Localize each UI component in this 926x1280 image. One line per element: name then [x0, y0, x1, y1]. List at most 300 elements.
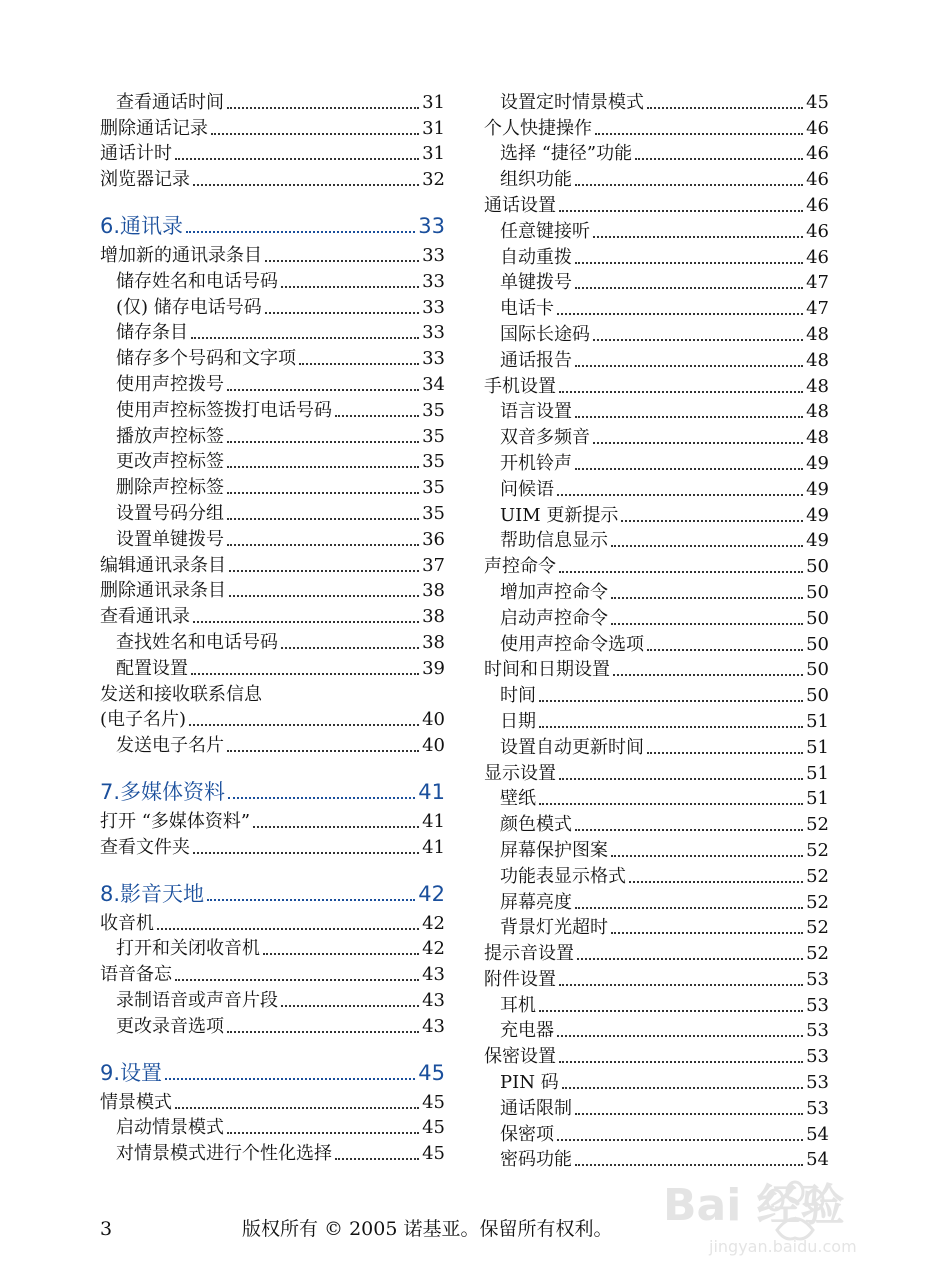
toc-page-number: 43 [422, 989, 445, 1011]
toc-page-number: 34 [422, 373, 445, 395]
dot-leader [611, 931, 803, 934]
dot-leader [575, 364, 803, 367]
toc-entry-title: 储存条目 [116, 322, 188, 344]
toc-subentry[interactable] [484, 527, 829, 553]
toc-entry-title: 背景灯光超时 [500, 917, 608, 939]
toc-page-number: 31 [422, 91, 445, 113]
toc-page-number: 45 [418, 1060, 445, 1085]
dot-leader [575, 1112, 803, 1115]
toc-entry-title: 保密项 [500, 1123, 554, 1145]
toc-entry-title: 删除通讯录条目 [100, 580, 226, 602]
toc-page-number: 33 [418, 214, 445, 239]
toc-entry-title: 使用声控标签拨打电话号码 [116, 399, 332, 421]
dot-leader [191, 672, 419, 675]
toc-entry-title: 配置设置 [116, 657, 188, 679]
dot-leader [299, 362, 419, 365]
dot-leader [265, 311, 419, 314]
toc-entry-title: 屏幕亮度 [500, 891, 572, 913]
toc-entry-title: 发送电子名片 [116, 735, 224, 757]
toc-entry[interactable] [100, 706, 445, 732]
toc-entry-title: 查找姓名和电话号码 [116, 631, 278, 653]
toc-page-number: 52 [806, 839, 829, 861]
toc-page-number: 50 [806, 685, 829, 707]
dot-leader [227, 1030, 419, 1033]
toc-entry[interactable] [484, 114, 829, 140]
toc-entry-title: 储存姓名和电话号码 [116, 270, 278, 292]
toc-entry[interactable] [100, 807, 445, 833]
toc-subentry[interactable] [484, 888, 829, 914]
dot-leader [647, 648, 803, 651]
toc-entry[interactable] [100, 680, 445, 706]
toc-left-column [100, 88, 445, 1165]
dot-leader [575, 906, 803, 909]
dot-leader [229, 569, 419, 572]
dot-leader [175, 1106, 419, 1109]
toc-chapter-heading[interactable] [100, 763, 445, 805]
dot-leader [157, 927, 419, 930]
toc-page-number: 35 [422, 502, 445, 524]
toc-page-number: 48 [806, 375, 829, 397]
toc-entry-title: 更改录音选项 [116, 1015, 224, 1037]
toc-entry-title: 电话卡 [500, 298, 554, 320]
toc-entry[interactable] [100, 909, 445, 935]
toc-entry-title: 耳机 [500, 994, 536, 1016]
toc-entry-title: 显示设置 [484, 762, 556, 784]
dot-leader [227, 749, 419, 752]
toc-entry-title: 国际长途码 [500, 323, 590, 345]
toc-page-number: 46 [806, 169, 829, 191]
dot-leader [165, 1077, 415, 1080]
toc-page-number: 51 [806, 736, 829, 758]
toc-subentry[interactable] [100, 319, 445, 345]
toc-page-number: 43 [422, 964, 445, 986]
dot-leader [629, 880, 803, 883]
toc-entry-title: 保密设置 [484, 1046, 556, 1068]
toc-entry[interactable] [484, 552, 829, 578]
toc-page-number: 49 [806, 478, 829, 500]
toc-page-number: 46 [806, 117, 829, 139]
toc-entry-title: 发送和接收联系信息 [100, 683, 262, 705]
toc-entry-title: 使用声控拨号 [116, 373, 224, 395]
dot-leader [263, 952, 419, 955]
toc-page-number: 46 [806, 220, 829, 242]
toc-subentry[interactable] [484, 449, 829, 475]
toc-entry-title: 9.设置 [100, 1060, 163, 1085]
toc-entry-title: 开机铃声 [500, 452, 572, 474]
toc-entry-title: 颜色模式 [500, 814, 572, 836]
toc-subentry[interactable] [484, 733, 829, 759]
dot-leader [559, 570, 803, 573]
toc-entry[interactable] [484, 759, 829, 785]
dot-leader [227, 106, 419, 109]
toc-subentry[interactable] [100, 986, 445, 1012]
toc-subentry[interactable] [484, 1120, 829, 1146]
toc-subentry[interactable] [100, 448, 445, 474]
toc-entry-title: 增加新的通讯录条目 [100, 244, 262, 266]
toc-page-number: 53 [806, 968, 829, 990]
toc-entry-title: 附件设置 [484, 968, 556, 990]
toc-subentry[interactable] [100, 499, 445, 525]
toc-entry-title: 设置单键拨号 [116, 528, 224, 550]
dot-leader [193, 851, 419, 854]
dot-leader [227, 517, 419, 520]
dot-leader [335, 1157, 419, 1160]
toc-page-number: 41 [418, 780, 445, 805]
toc-page-number: 33 [422, 296, 445, 318]
toc-entry-title: 组织功能 [500, 169, 572, 191]
toc-page-number: 48 [806, 427, 829, 449]
toc-subentry[interactable] [484, 1094, 829, 1120]
toc-entry-title: 8.影音天地 [100, 881, 205, 906]
toc-page-number: 32 [422, 169, 445, 191]
toc-entry-title: 浏览器记录 [100, 169, 190, 191]
toc-page-number: 48 [806, 349, 829, 371]
toc-entry-title: 通话报告 [500, 349, 572, 371]
toc-page-number: 35 [422, 399, 445, 421]
dot-leader [575, 286, 803, 289]
dot-leader [207, 898, 415, 901]
toc-subentry[interactable] [100, 1139, 445, 1165]
toc-page-number: 52 [806, 865, 829, 887]
dot-leader [577, 957, 803, 960]
dot-leader [193, 620, 419, 623]
toc-subentry[interactable] [100, 422, 445, 448]
toc-entry[interactable] [100, 551, 445, 577]
toc-entry[interactable] [484, 965, 829, 991]
toc-page-number: 40 [422, 735, 445, 757]
dot-leader [575, 183, 803, 186]
toc-entry-title: 启动声控命令 [500, 607, 608, 629]
toc-entry[interactable] [100, 602, 445, 628]
toc-page-number: 53 [806, 994, 829, 1016]
dot-leader [557, 493, 803, 496]
dot-leader [647, 751, 803, 754]
toc-entry-title: 手机设置 [484, 375, 556, 397]
dot-leader [539, 725, 803, 728]
toc-page-number: 53 [806, 1072, 829, 1094]
toc-subentry[interactable] [484, 88, 829, 114]
toc-page-number: 53 [806, 1020, 829, 1042]
toc-entry-title: 收音机 [100, 912, 154, 934]
dot-leader [253, 825, 419, 828]
toc-page-number: 48 [806, 401, 829, 423]
toc-entry[interactable] [100, 140, 445, 166]
toc-subentry[interactable] [484, 991, 829, 1017]
dot-leader [559, 777, 803, 780]
dot-leader [227, 440, 419, 443]
dot-leader [593, 338, 803, 341]
toc-entry-title: 更改声控标签 [116, 451, 224, 473]
toc-entry-title: 删除通话记录 [100, 117, 208, 139]
toc-entry-title: 情景模式 [100, 1091, 172, 1113]
toc-page-number: 46 [806, 194, 829, 216]
toc-entry[interactable] [484, 372, 829, 398]
toc-subentry[interactable] [100, 473, 445, 499]
toc-subentry[interactable] [484, 681, 829, 707]
toc-page-number: 42 [418, 881, 445, 906]
toc-page-number: 40 [422, 709, 445, 731]
toc-subentry[interactable] [100, 267, 445, 293]
toc-entry[interactable] [100, 1088, 445, 1114]
toc-right-column [484, 88, 829, 1171]
toc-entry-title: (电子名片) [100, 709, 187, 731]
toc-entry-title: 查看通话时间 [116, 91, 224, 113]
toc-page-number: 45 [422, 1091, 445, 1113]
toc-entry[interactable] [100, 241, 445, 267]
toc-page-number: 50 [806, 581, 829, 603]
dot-leader [175, 157, 419, 160]
toc-subentry[interactable] [484, 217, 829, 243]
toc-entry-title: 打开 “多媒体资料” [100, 810, 251, 832]
dot-leader [265, 259, 419, 262]
toc-subentry[interactable] [100, 935, 445, 961]
dot-leader [281, 1004, 419, 1007]
toc-entry[interactable] [484, 656, 829, 682]
toc-page-number: 51 [806, 762, 829, 784]
toc-subentry[interactable] [484, 630, 829, 656]
dot-leader [559, 983, 803, 986]
toc-entry-title: 密码功能 [500, 1149, 572, 1171]
dot-leader [635, 157, 803, 160]
dot-leader [228, 796, 415, 799]
dot-leader [611, 596, 803, 599]
toc-subentry[interactable] [484, 1017, 829, 1043]
dot-leader [539, 699, 803, 702]
toc-entry[interactable] [484, 1042, 829, 1068]
toc-subentry[interactable] [484, 785, 829, 811]
dot-leader [335, 414, 419, 417]
toc-page-number: 47 [806, 298, 829, 320]
toc-subentry[interactable] [484, 836, 829, 862]
toc-page-number: 46 [806, 143, 829, 165]
toc-subentry[interactable] [484, 165, 829, 191]
toc-entry-title: 双音多频音 [500, 427, 590, 449]
toc-subentry[interactable] [100, 293, 445, 319]
toc-entry-title: 设置号码分组 [116, 502, 224, 524]
toc-entry-title: 屏幕保护图案 [500, 839, 608, 861]
toc-page-number: 49 [806, 504, 829, 526]
toc-subentry[interactable] [484, 810, 829, 836]
toc-entry-title: 语音备忘 [100, 964, 172, 986]
toc-entry-title: PIN 码 [500, 1072, 559, 1094]
dot-leader [611, 544, 803, 547]
dot-leader [621, 519, 803, 522]
toc-page-number: 35 [422, 451, 445, 473]
toc-page-number: 49 [806, 452, 829, 474]
dot-leader [211, 132, 419, 135]
toc-subentry[interactable] [100, 525, 445, 551]
dot-leader [611, 622, 803, 625]
toc-page-number: 35 [422, 477, 445, 499]
toc-subentry[interactable] [100, 628, 445, 654]
toc-entry-title: 录制语音或声音片段 [116, 989, 278, 1011]
toc-page-number: 47 [806, 272, 829, 294]
toc-subentry[interactable] [100, 1114, 445, 1140]
dot-leader [593, 235, 803, 238]
toc-page-number: 50 [806, 556, 829, 578]
dot-leader [175, 978, 419, 981]
toc-page-number: 51 [806, 710, 829, 732]
toc-subentry[interactable] [484, 346, 829, 372]
toc-page-number: 52 [806, 917, 829, 939]
toc-entry[interactable] [100, 960, 445, 986]
dot-leader [557, 1138, 803, 1141]
dot-leader [562, 1086, 803, 1089]
toc-entry-title: 选择 “捷径”功能 [500, 143, 633, 165]
dot-leader [575, 828, 803, 831]
toc-subentry[interactable] [100, 88, 445, 114]
toc-entry[interactable] [100, 165, 445, 191]
toc-entry[interactable] [484, 939, 829, 965]
toc-entry[interactable] [484, 191, 829, 217]
baidu-paw-logo-icon [655, 1152, 915, 1262]
toc-page-number: 42 [422, 938, 445, 960]
toc-entry-title: 充电器 [500, 1020, 554, 1042]
dot-leader [229, 594, 419, 597]
toc-entry-title: 帮助信息显示 [500, 530, 608, 552]
toc-entry-title: 编辑通讯录条目 [100, 554, 226, 576]
toc-page-number: 33 [422, 244, 445, 266]
toc-subentry[interactable] [484, 243, 829, 269]
toc-page-number: 49 [806, 530, 829, 552]
toc-entry-title: 设置定时情景模式 [500, 91, 644, 113]
page-number: 3 [100, 1218, 113, 1240]
toc-entry-title: 增加声控命令 [500, 581, 608, 603]
toc-subentry[interactable] [484, 398, 829, 424]
toc-entry-title: 日期 [500, 710, 536, 732]
toc-entry-title: 壁纸 [500, 788, 536, 810]
toc-entry-title: 时间 [500, 685, 536, 707]
toc-page-number: 37 [422, 554, 445, 576]
dot-leader [186, 230, 415, 233]
toc-entry[interactable] [100, 833, 445, 859]
toc-page-number: 50 [806, 659, 829, 681]
dot-leader [593, 441, 803, 444]
dot-leader [611, 854, 803, 857]
toc-entry-title: 通话计时 [100, 143, 172, 165]
toc-page-number: 52 [806, 891, 829, 913]
toc-page-number: 38 [422, 631, 445, 653]
toc-subentry[interactable] [100, 1012, 445, 1038]
dot-leader [557, 312, 803, 315]
dot-leader [189, 723, 419, 726]
toc-page-number: 52 [806, 943, 829, 965]
toc-entry-title: 打开和关闭收音机 [116, 938, 260, 960]
toc-page-number: 38 [422, 606, 445, 628]
toc-subentry[interactable] [484, 604, 829, 630]
toc-chapter-heading[interactable] [100, 865, 445, 907]
dot-leader [539, 1009, 803, 1012]
dot-leader [575, 415, 803, 418]
dot-leader [575, 261, 803, 264]
toc-page-number: 38 [422, 580, 445, 602]
toc-subentry[interactable] [484, 269, 829, 295]
toc-entry-title: 问候语 [500, 478, 554, 500]
toc-page-number: 48 [806, 323, 829, 345]
toc-entry-title: UIM 更新提示 [500, 504, 619, 526]
dot-leader [539, 802, 803, 805]
dot-leader [193, 183, 419, 186]
toc-entry-title: 6.通讯录 [100, 214, 184, 239]
copyright-notice: 版权所有 © 2005 诺基亚。保留所有权利。 [242, 1218, 613, 1240]
toc-entry-title: 删除声控标签 [116, 477, 224, 499]
toc-entry[interactable] [100, 577, 445, 603]
dot-leader [227, 543, 419, 546]
toc-subentry[interactable] [484, 423, 829, 449]
toc-page-number: 31 [422, 117, 445, 139]
dot-leader [595, 132, 803, 135]
toc-subentry[interactable] [484, 1068, 829, 1094]
toc-page-number: 52 [806, 814, 829, 836]
toc-page-number: 41 [422, 836, 445, 858]
toc-subentry[interactable] [484, 707, 829, 733]
toc-subentry[interactable] [100, 731, 445, 757]
toc-page-number: 45 [422, 1117, 445, 1139]
toc-entry-title: 启动情景模式 [116, 1117, 224, 1139]
dot-leader [227, 465, 419, 468]
dot-leader [191, 336, 419, 339]
toc-subentry[interactable] [484, 294, 829, 320]
toc-entry-title: 功能表显示格式 [500, 865, 626, 887]
dot-leader [575, 467, 803, 470]
toc-subentry[interactable] [100, 370, 445, 396]
dot-leader [281, 646, 419, 649]
toc-entry-title: 查看通讯录 [100, 606, 190, 628]
toc-page-number: 42 [422, 912, 445, 934]
toc-entry-title: 个人快捷操作 [484, 117, 592, 139]
toc-page-number: 50 [806, 607, 829, 629]
toc-page-number: 33 [422, 348, 445, 370]
toc-page-number: 46 [806, 246, 829, 268]
dot-leader [613, 673, 803, 676]
toc-subentry[interactable] [484, 320, 829, 346]
toc-entry-title: 使用声控命令选项 [500, 633, 644, 655]
toc-subentry[interactable] [100, 654, 445, 680]
toc-entry-title: 单键拨号 [500, 272, 572, 294]
dot-leader [559, 390, 803, 393]
toc-subentry[interactable] [484, 501, 829, 527]
toc-entry-title: 自动重拨 [500, 246, 572, 268]
toc-entry-title: 任意键接听 [500, 220, 590, 242]
toc-subentry[interactable] [484, 475, 829, 501]
toc-subentry[interactable] [484, 914, 829, 940]
toc-page-number: 33 [422, 270, 445, 292]
toc-entry-title: 声控命令 [484, 556, 556, 578]
toc-page-number: 39 [422, 657, 445, 679]
toc-entry-title: (仅) 储存电话号码 [116, 296, 262, 318]
toc-subentry[interactable] [484, 862, 829, 888]
toc-entry-title: 提示音设置 [484, 943, 574, 965]
toc-chapter-heading[interactable] [100, 1044, 445, 1086]
dot-leader [557, 1034, 803, 1037]
toc-chapter-heading[interactable] [100, 197, 445, 239]
toc-page-number: 33 [422, 322, 445, 344]
toc-entry-title: 通话限制 [500, 1097, 572, 1119]
toc-page-number: 45 [806, 91, 829, 113]
watermark-brand-text: Bai 经验 [663, 1180, 845, 1231]
toc-subentry[interactable] [100, 344, 445, 370]
toc-entry-title: 语言设置 [500, 401, 572, 423]
toc-page-number: 31 [422, 143, 445, 165]
toc-page-number: 51 [806, 788, 829, 810]
toc-subentry[interactable] [484, 140, 829, 166]
toc-subentry[interactable] [484, 578, 829, 604]
toc-page-number: 54 [806, 1149, 829, 1171]
toc-page-number: 35 [422, 425, 445, 447]
toc-entry[interactable] [100, 114, 445, 140]
toc-subentry[interactable] [100, 396, 445, 422]
toc-entry-title: 7.多媒体资料 [100, 780, 226, 805]
